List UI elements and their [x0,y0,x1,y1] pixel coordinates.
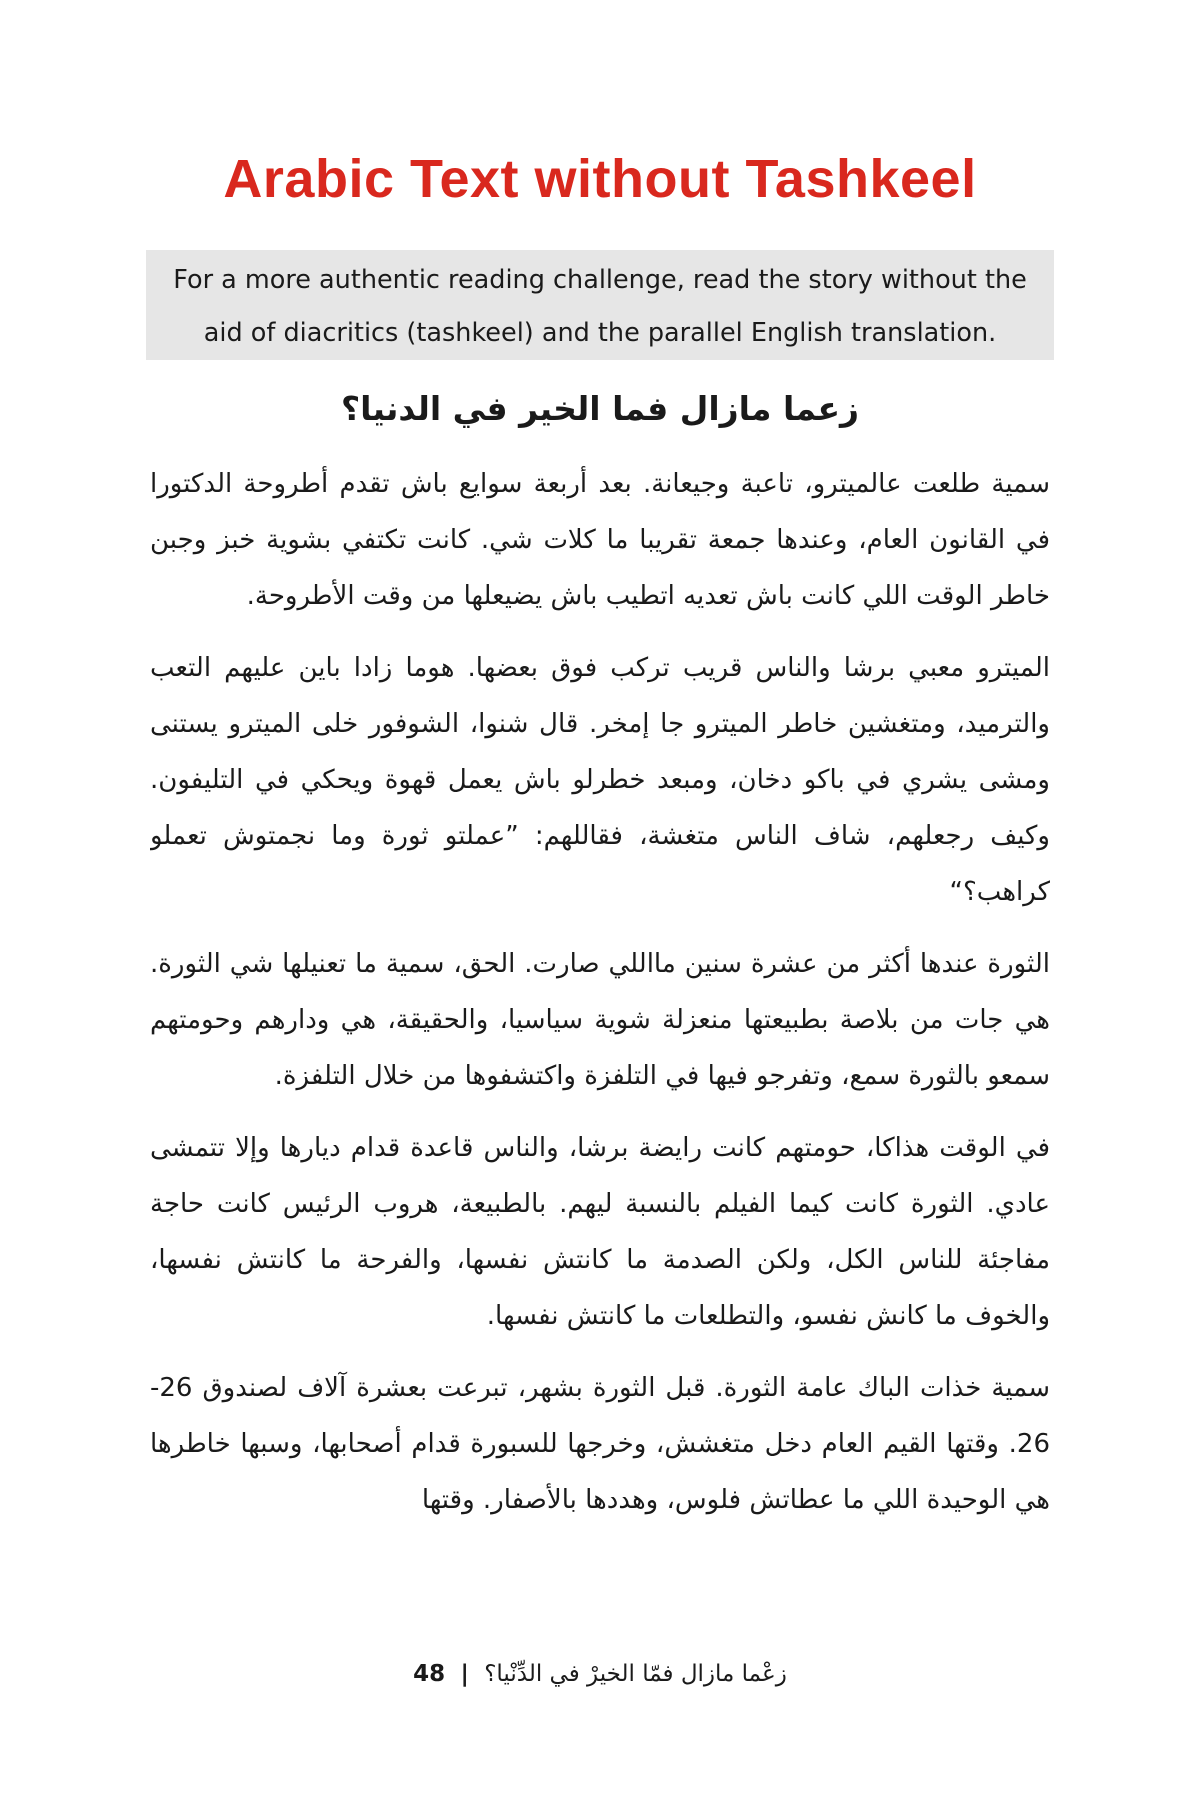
page-footer [0,1654,1200,1694]
footer-separator: | [460,1661,469,1687]
story-paragraph: الميترو معبي برشا والناس قريب تركب فوق بعضها. هوما زادا باين عليهم التعب والترميد، ومتغشين خاطر الميترو جا إمخر. قال شنوا، الشوفور خلى الميترو يستنى ومشى يشري في باكو دخان، ومبعد خطرلو باش يعمل قهوة ويحكي في التليفون. وكيف رجعلهم، شاف الناس متغشة، فقاللهم: ”عملتو ثورة وما نجمتوش تعملو كراهب؟“ [150,653,1050,907]
story-paragraph: سمية خذات الباك عامة الثورة. قبل الثورة بشهر، تبرعت بعشرة آلاف لصندوق 26-26. وقتها القيم العام دخل متغشش، وخرجها للسبورة قدام أصحابها، وسبها خاطرها هي الوحيدة اللي ما عطاتش فلوس، وهددها بالأصفار. وقتها [150,1373,1050,1515]
intro-line-2: aid of diacritics (tashkeel) and the parallel English translation. [203,318,997,348]
story-body [150,456,1050,1666]
page-number: 48 [413,1661,446,1687]
page-title: Arabic Text without Tashkeel [223,149,977,209]
story-title: زعما مازال فما الخير في الدنيا؟ [340,389,860,428]
story-paragraph: في الوقت هذاكا، حومتهم كانت رايضة برشا، والناس قاعدة قدام ديارها وإلا تتمشى عادي. الثورة كانت كيما الفيلم بالنسبة ليهم. بالطبيعة، هروب الرئيس كانت حاجة مفاجئة للناس الكل، ولكن الصدمة ما كانتش نفسها، والفرحة ما كانتش نفسها، والخوف ما كانش نفسو، والتطلعات ما كانتش نفسها. [150,1133,1050,1331]
intro-box [146,250,1054,360]
story-paragraph: سمية طلعت عالميترو، تاعبة وجيعانة. بعد أربعة سوايع باش تقدم أطروحة الدكتورا في القانون العام، وعندها جمعة تقريبا ما كلات شي. كانت تكتفي بشوية خبز وجبن خاطر الوقت اللي كانت باش تعديه اتطيب باش يضيعلها من وقت الأطروحة. [150,469,1050,611]
footer-running-title: زعْما مازال فمّا الخيرْ في الدِّنْيا؟ [484,1661,787,1687]
story-paragraph: الثورة عندها أكثر من عشرة سنين مااللي صارت. الحق، سمية ما تعنيلها شي الثورة. هي جات من بلاصة بطبيعتها منعزلة شوية سياسيا، والحقيقة، هي ودارهم وحومتهم سمعو بالثورة سمع، وتفرجو فيها في التلفزة واكتشفوها من خلال التلفزة. [150,949,1050,1091]
intro-line-1: For a more authentic reading challenge, read the story without the [173,265,1027,295]
